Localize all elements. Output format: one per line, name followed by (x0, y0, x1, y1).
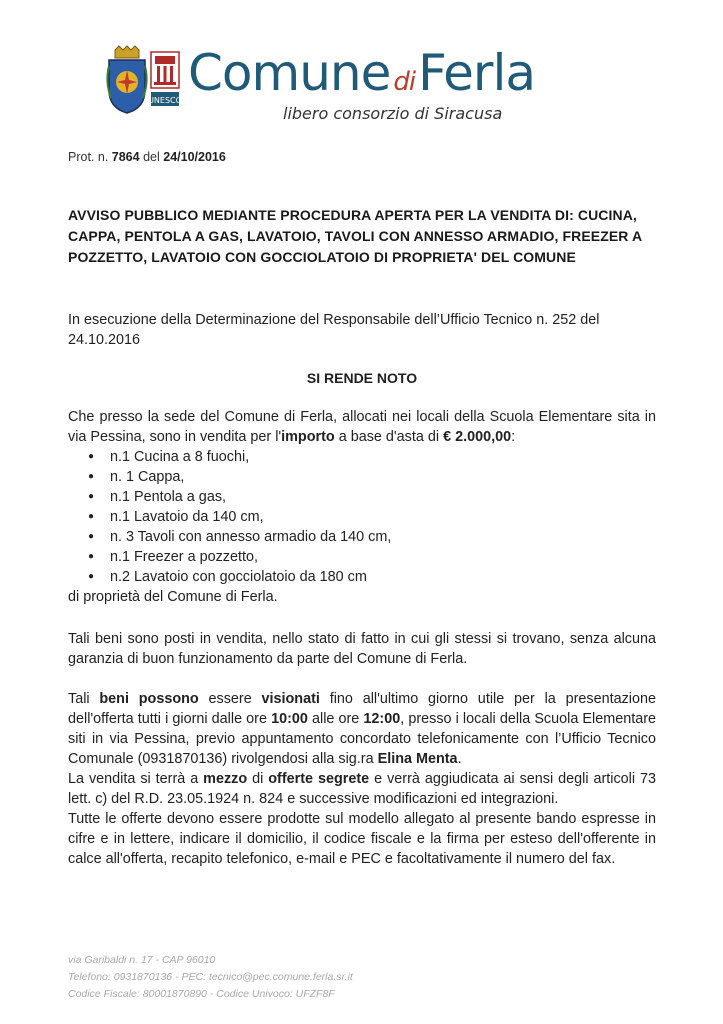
footer-address: via Garibaldi n. 17 - CAP 96010 (68, 954, 216, 966)
terms-section (68, 689, 656, 869)
footer-codes: Codice Fiscale: 80001870890 - Codice Univoco: UFZF8F (68, 988, 335, 1000)
letterhead (100, 40, 600, 130)
list-item: ● n.2 Lavatoio con gocciolatoio da 180 cm (68, 567, 656, 587)
list-item: ● n.1 Cucina a 8 fuochi, (68, 447, 656, 467)
title-comune: Comune (188, 44, 391, 102)
title-ferla: Ferla (418, 44, 535, 102)
footer (68, 952, 353, 1003)
protocol-line (68, 150, 226, 164)
intro-paragraph: Che presso la sede del Comune di Ferla, allocati nei locali della Scuola Elementare sita in via Pessina, sono in vendita per l'importo a base d'asta di € 2.000,00: (68, 409, 656, 445)
protocol-del: del (143, 150, 160, 164)
protocol-date: 24/10/2016 (163, 150, 226, 164)
items-list (68, 447, 656, 587)
protocol-prefix: Prot. n. (68, 150, 109, 164)
list-item: ● n. 1 Cappa, (68, 467, 656, 487)
importo-label: importo (281, 429, 335, 445)
sale-paragraph: La vendita si terrà a mezzo di offerte segrete e verrà aggiudicata ai sensi degli articoli 73 lett. c) del R.D. 23.05.1924 n. 824 e successive modificazioni ed integrazioni. (68, 771, 657, 807)
list-item: ● n. 3 Tavoli con annesso armadio da 140 cm, (68, 527, 656, 547)
municipality-title (188, 44, 535, 102)
coat-of-arms-icon (105, 46, 149, 114)
list-item: ● n.1 Freezer a pozzetto, (68, 547, 656, 567)
notice-title: AVVISO PUBBLICO MEDIANTE PROCEDURA APERTA PER LA VENDITA DI: CUCINA, CAPPA, PENTOLA A GAS, LAVATOIO, TAVOLI CON ANNESSO ARMADIO, FREEZER A POZZETTO, LAVATOIO CON GOCCIOLATOIO DI PROPRIETA' DEL COMUNE (68, 207, 642, 265)
base-price: € 2.000,00 (443, 429, 512, 445)
list-item: ● n.1 Pentola a gas, (68, 487, 656, 507)
contact-name: Elina Menta (377, 751, 458, 767)
svg-text:UNESCO: UNESCO (148, 96, 182, 105)
execution-paragraph: In esecuzione della Determinazione del Responsabile dell’Ufficio Tecnico n. 252 del 24.10.2016 (68, 312, 600, 348)
footer-contacts: Telefono: 0931870136 - PEC: tecnico@pec.comune.ferla.sr.it (68, 971, 353, 983)
protocol-number: 7864 (111, 150, 140, 164)
municipality-subtitle: libero consorzio di Siracusa (283, 104, 503, 123)
list-item: ● n.1 Lavatoio da 140 cm, (68, 507, 656, 527)
unesco-logo-icon (150, 50, 180, 112)
viewing-paragraph: Tali beni possono essere visionati fino all'ultimo giorno utile per la presentazione dell'offerta tutti i giorni dalle ore 10:00 alle ore 12:00, presso i locali della Scuola Elementare siti in via Pessina, previo appuntamento concordato telefonicamente con l’Ufficio Tecnico Comunale (0931870136) rivolgendosi alla sig.ra Elina Menta. (68, 691, 657, 767)
si-rende-noto-heading: SI RENDE NOTO (306, 370, 418, 386)
ownership-line: di proprietà del Comune di Ferla. (68, 589, 278, 605)
title-di: di (393, 67, 416, 97)
condition-paragraph: Tali beni sono posti in vendita, nello stato di fatto in cui gli stessi si trovano, senza alcuna garanzia di buon funzionamento da parte del Comune di Ferla. (68, 631, 656, 667)
sale-details-section (68, 407, 656, 607)
offers-paragraph: Tutte le offerte devono essere prodotte sul modello allegato al presente bando espresse in cifre e in lettere, indicare il domicilio, il codice fiscale e la firma per esteso dell'offerente in calce all'offerta, recapito telefonico, e-mail e PEC e facoltativamente il numero del fax. (68, 811, 656, 867)
